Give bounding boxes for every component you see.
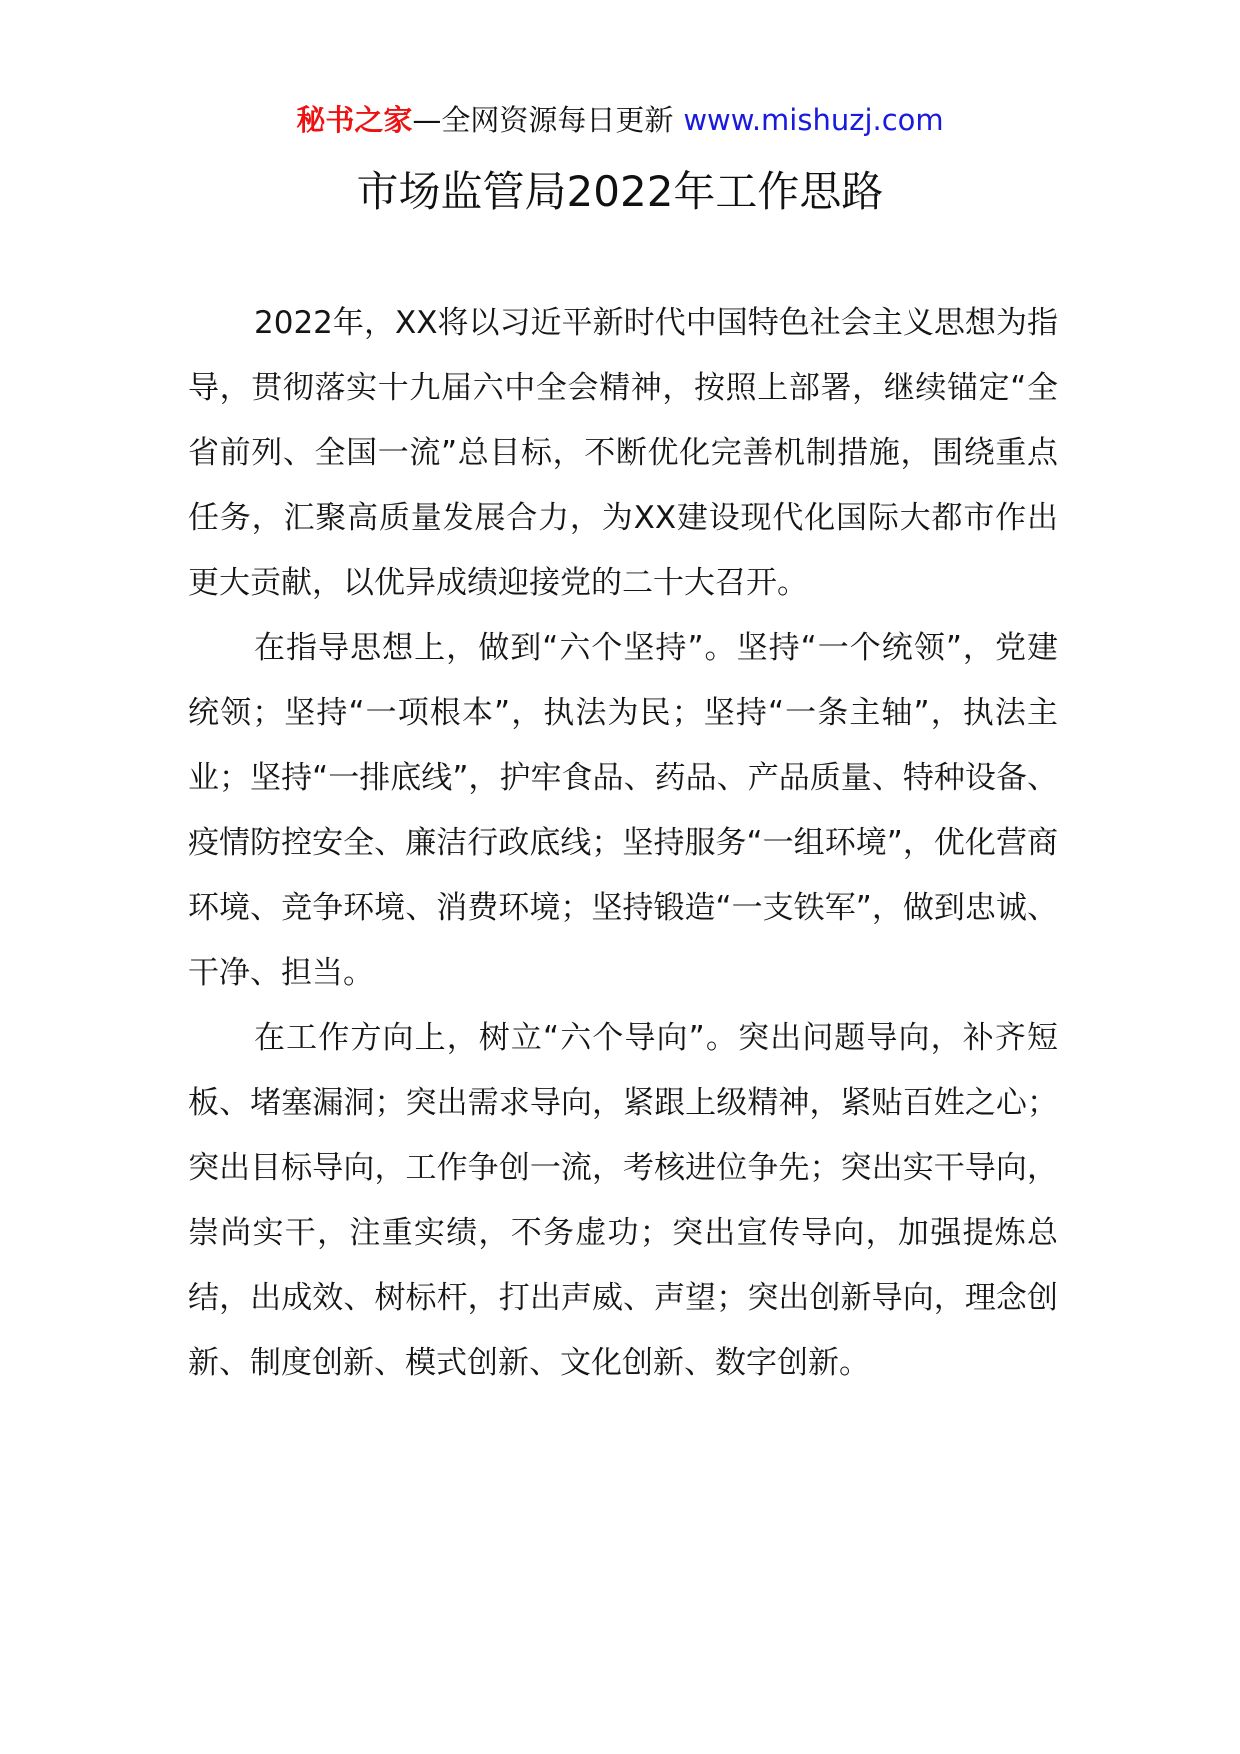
paragraph-guiding-thought: 在指导思想上，做到“六个坚持”。坚持“一个统领”，党建统领；坚持“一项根本”，执法为民；坚持“一条主轴”，执法主业；坚持“一排底线”，护牢食品、药品、产品质量、特种设备、疫情防控安全、廉洁行政底线；坚持服务“一组环境”，优化营商环境、竞争环境、消费环境；坚持锻造“一支铁军”，做到忠诚、干净、担当。: [188, 630, 1058, 991]
brand-name: 秘书之家: [296, 103, 413, 137]
site-url-link[interactable]: www.mishuzj.com: [683, 103, 944, 137]
site-header: [0, 100, 1240, 140]
paragraph-work-direction: 在工作方向上，树立“六个导向”。突出问题导向，补齐短板、堵塞漏洞；突出需求导向，紧跟上级精神，紧贴百姓之心；突出目标导向，工作争创一流，考核进位争先；突出实干导向，崇尚实干，注重实绩，不务虚功；突出宣传导向，加强提炼总结，出成效、树标杆，打出声威、声望；突出创新导向，理念创新、制度创新、模式创新、文化创新、数字创新。: [188, 1020, 1058, 1381]
document-title: 市场监管局2022年工作思路: [356, 167, 884, 216]
paragraph-intro: 2022年，XX将以习近平新时代中国特色社会主义思想为指导，贯彻落实十九届六中全会精神，按照上部署，继续锚定“全省前列、全国一流”总目标，不断优化完善机制措施，围绕重点任务，汇聚高质量发展合力，为XX建设现代化国际大都市作出更大贡献，以优异成绩迎接党的二十大召开。: [188, 305, 1058, 601]
document-body: [188, 291, 1058, 1396]
header-slogan: —全网资源每日更新: [412, 103, 674, 137]
